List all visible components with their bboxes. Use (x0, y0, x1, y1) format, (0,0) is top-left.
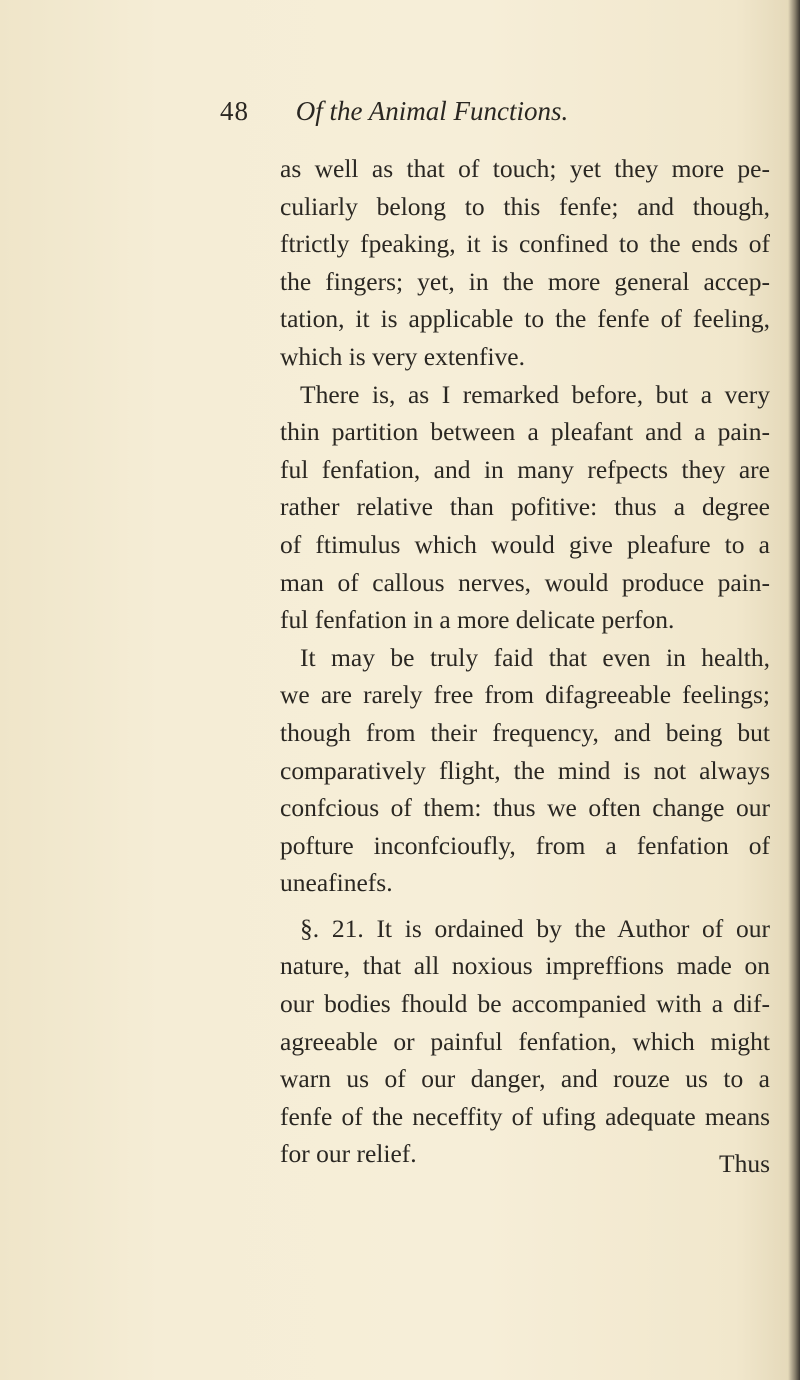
text-line: pofture inconfcioufly, from a fenfation of (280, 830, 770, 860)
text-line: man of callous nerves, would produce pain- (280, 567, 770, 597)
text-line: our bodies fhould be accompanied with a dif- (280, 989, 770, 1019)
paragraph (280, 376, 770, 639)
last-line-with-catchword (280, 1135, 770, 1179)
text-line: ful fenfation in a more delicate perfon. (280, 605, 675, 635)
text-line: as well as that of touch; yet they more pe- (280, 154, 770, 183)
paragraph (280, 639, 770, 902)
paragraph (280, 150, 770, 376)
body-text (280, 150, 770, 1179)
text-line: the fingers; yet, in the more general accep- (280, 266, 770, 296)
text-line: warn us of our danger, and rouze us to a (280, 1064, 770, 1094)
text-line: There is, as I remarked before, but a very (300, 379, 770, 409)
running-title: Of the Animal Functions. (295, 96, 569, 126)
text-line: though from their frequency, and being but (280, 717, 770, 747)
text-line: fenfe of the neceffity of ufing adequate means (280, 1101, 770, 1131)
text-line: uneafinefs. (280, 868, 393, 898)
text-line: It may be truly faid that even in health, (300, 642, 770, 672)
section-gap (280, 902, 770, 910)
text-line: culiarly belong to this fenfe; and though, (280, 191, 770, 221)
text-line: ftrictly fpeaking, it is confined to the ends of (280, 229, 770, 259)
text-line: of ftimulus which would give pleafure to a (280, 529, 770, 559)
page-edge-shadow (788, 0, 800, 1380)
text-line: thin partition between a pleafant and a pain- (280, 417, 770, 447)
text-line: nature, that all noxious impreffions made on (280, 951, 770, 981)
text-line: tation, it is applicable to the fenfe of feeling, (280, 304, 770, 334)
page-number: 48 (220, 96, 249, 126)
text-line: which is very extenfive. (280, 341, 526, 371)
catchword: Thus (719, 1149, 770, 1179)
text-line: §. 21. It is ordained by the Author of our (300, 913, 770, 943)
text-line: for our relief. (280, 1139, 417, 1169)
text-line: agreeable or painful fenfation, which might (280, 1026, 770, 1056)
text-line: confcious of them: thus we often change our (280, 793, 770, 823)
paragraph (280, 910, 770, 1179)
text-line: ful fenfation, and in many refpects they are (280, 454, 770, 484)
text-line: comparatively flight, the mind is not always (280, 755, 770, 785)
page-header (220, 96, 568, 136)
text-line: rather relative than pofitive: thus a degree (280, 492, 770, 522)
text-line: we are rarely free from difagreeable feelings; (280, 680, 770, 710)
